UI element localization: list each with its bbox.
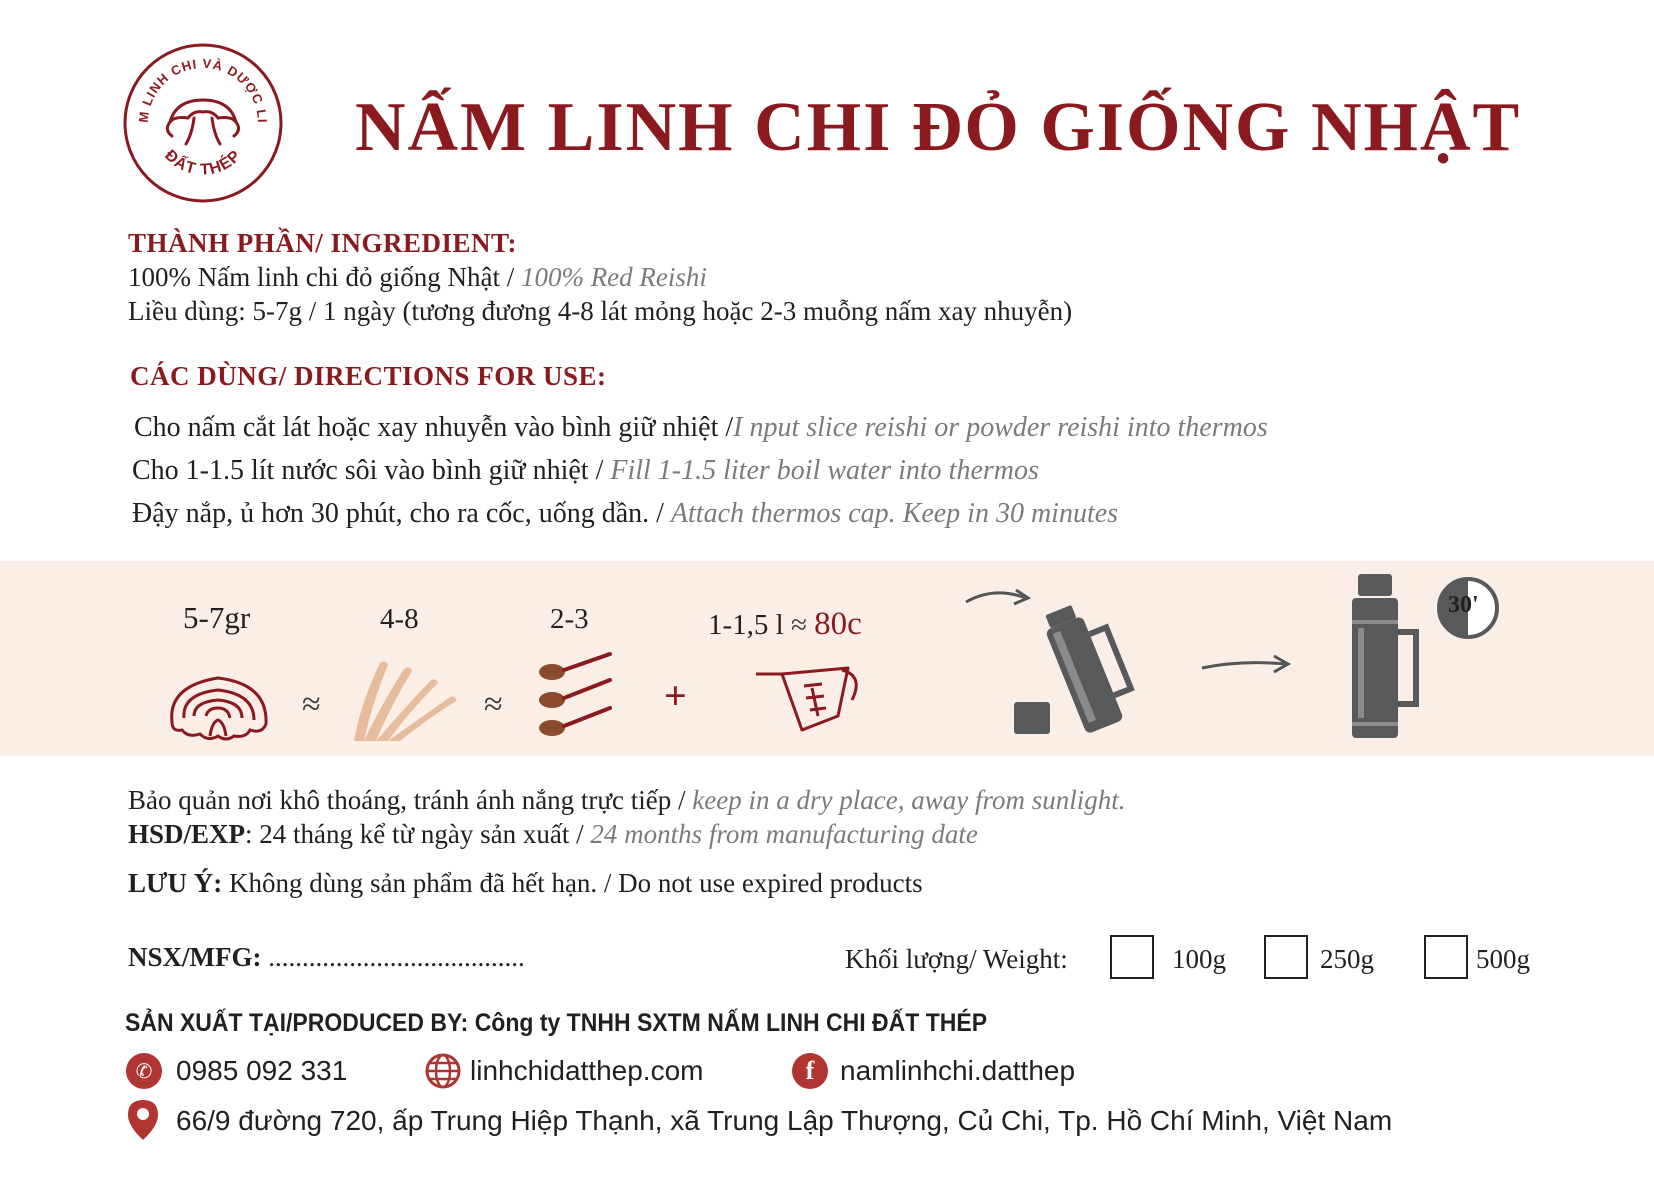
expiry-vi: : 24 tháng kể từ ngày sản xuất / [245,819,584,849]
facebook-icon: f [792,1053,828,1089]
direction-step-3-en: Attach thermos cap. Keep in 30 minutes [670,498,1119,529]
storage-en: keep in a dry place, away from sunlight. [692,785,1126,815]
measuring-cup-icon [752,654,864,736]
ingredient-en: 100% Red Reishi [520,262,707,292]
mushroom-icon [166,670,272,744]
mfg-line [128,942,525,973]
qty-spoons: 2-3 [550,603,589,635]
storage-line [128,785,1125,816]
weight-checkbox-250g[interactable] [1264,935,1308,979]
weight-checkbox-500g[interactable] [1424,935,1468,979]
logo-seal [120,40,286,206]
direction-step-1 [134,412,1268,444]
water-volume: 1-1,5 l [708,609,784,641]
svg-text:ĐẤT THÉP [161,147,244,179]
temp-unit: c [847,606,862,642]
mfg-label: NSX/MFG: [128,942,262,972]
plus-sign: + [664,673,687,718]
timer-icon [1436,576,1500,640]
note-text: Không dùng sản phẩm đã hết hạn. / Do not use expired products [229,868,923,898]
globe-icon [425,1053,461,1094]
ingredient-line-1 [128,262,707,293]
temp-number: 80 [814,606,848,642]
approx-symbol-2: ≈ [484,686,503,723]
arrow-icon [1200,652,1292,676]
approx-symbol-1: ≈ [302,686,321,723]
direction-step-2 [132,455,1039,487]
qty-water [708,606,862,643]
logo-ring-top: M LINH CHI VÀ DƯỢC LI [135,55,271,124]
direction-step-2-vi: Cho 1-1.5 lít nước sôi vào bình giữ nhiệt / [132,455,604,486]
direction-step-1-vi: Cho nấm cắt lát hoặc xay nhuyễn vào bình giữ nhiệt / [134,412,734,443]
weight-option-500g: 500g [1476,944,1530,974]
note-label: LƯU Ý: [128,868,223,898]
weight-checkbox-100g[interactable] [1110,935,1154,979]
address-text: 66/9 đường 720, ấp Trung Hiệp Thạnh, xã Trung Lập Thượng, Củ Chi, Tp. Hồ Chí Minh, Việt Nam [176,1105,1393,1136]
directions-heading: CÁC DÙNG/ DIRECTIONS FOR USE: [130,361,607,391]
qty-mushroom: 5-7gr [183,600,251,635]
dosage-line: Liều dùng: 5-7g / 1 ngày (tương đương 4-8 lát mỏng hoặc 2-3 muỗng nấm xay nhuyễn) [128,296,1073,326]
storage-vi: Bảo quản nơi khô thoáng, tránh ánh nắng trực tiếp / [128,785,686,815]
ingredient-heading: THÀNH PHẦN/ INGREDIENT: [128,228,518,258]
temp-value [814,606,862,642]
logo-ring-bottom: ĐẤT THÉP [161,147,245,179]
approx-symbol-temp: ≈ [790,609,807,641]
mfg-dots[interactable]: ...................................... [268,942,525,972]
product-title: NẤM LINH CHI ĐỎ GIỐNG NHẬT [355,89,1522,166]
direction-step-3 [132,498,1118,530]
location-pin-icon [126,1098,160,1142]
producer-line: SẢN XUẤT TẠI/PRODUCED BY: Công ty TNHH SXTM NẤM LINH CHI ĐẤT THÉP [125,1009,988,1037]
website-link[interactable]: linhchidatthep.com [470,1055,704,1086]
direction-step-1-en: I nput slice reishi or powder reishi into thermos [733,412,1268,443]
weight-label: Khối lượng/ Weight: [845,944,1068,974]
note-line [128,868,923,899]
phone-number[interactable]: 0985 092 331 [176,1055,348,1086]
reishi-slices-icon [350,655,460,745]
ingredient-vi: 100% Nấm linh chi đỏ giống Nhật / [128,262,515,292]
direction-step-3-vi: Đậy nắp, ủ hơn 30 phút, cho ra cốc, uống dần. / [132,498,664,529]
expiry-label: HSD/EXP [128,819,246,849]
weight-option-100g: 100g [1172,944,1226,974]
expiry-line [128,819,978,850]
spoons-icon [536,650,616,740]
brand-logo [120,40,286,206]
facebook-link[interactable]: namlinhchi.datthep [840,1055,1076,1086]
qty-slices: 4-8 [380,603,419,635]
timer-label: 30' [1448,592,1479,618]
expiry-en: 24 months from manufacturing date [590,819,978,849]
direction-step-2-en: Fill 1-1.5 liter boil water into thermos [610,455,1039,486]
weight-option-250g: 250g [1320,944,1374,974]
phone-icon: ✆ [126,1053,162,1089]
thermos-icon [1348,572,1424,744]
reishi-mushroom-icon [167,100,238,144]
tilted-thermos-icon [1010,592,1160,738]
